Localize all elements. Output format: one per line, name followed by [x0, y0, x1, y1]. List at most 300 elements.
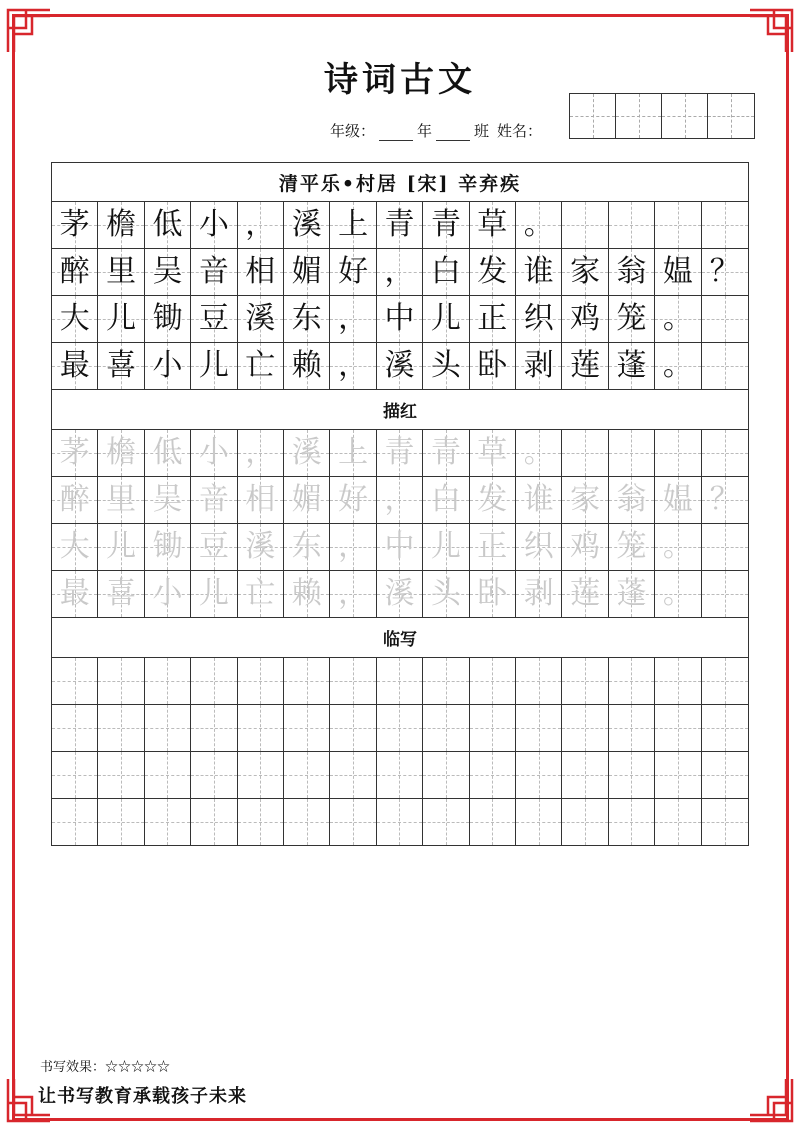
grid-char: 吴 [152, 482, 183, 517]
grid-cell [145, 477, 191, 523]
grid-cell [562, 343, 608, 389]
grid-cell[interactable] [516, 799, 562, 845]
grid-cell [284, 524, 330, 570]
grid-cell [655, 249, 701, 295]
grade-label: 年级： [330, 122, 376, 140]
trace-grid [52, 430, 748, 617]
grid-char: 溪 [245, 301, 276, 336]
grid-cell [191, 202, 237, 248]
grid-cell [330, 477, 376, 523]
grid-cell[interactable] [655, 799, 701, 845]
grid-cell [470, 524, 516, 570]
grid-cell [516, 477, 562, 523]
grid-cell [191, 296, 237, 342]
grid-cell[interactable] [423, 658, 469, 704]
grid-char: 蓬 [616, 348, 647, 383]
name-box[interactable] [662, 94, 708, 138]
grid-cell [238, 249, 284, 295]
grid-cell [330, 343, 376, 389]
grid-cell [145, 249, 191, 295]
rating-stars[interactable]: ☆☆☆☆☆ [105, 1060, 171, 1075]
grid-char: 织 [523, 529, 554, 564]
grid-cell [562, 430, 608, 476]
grid-char: 儿 [198, 576, 229, 611]
grid-char: 溪 [291, 435, 322, 470]
grid-cell [423, 202, 469, 248]
grid-cell [516, 249, 562, 295]
grid-cell [238, 571, 284, 617]
grid-char: 儿 [106, 529, 137, 564]
grid-char: 儿 [198, 348, 229, 383]
grid-cell[interactable] [516, 752, 562, 798]
grid-row [52, 249, 748, 296]
grid-cell[interactable] [702, 658, 748, 704]
grid-cell [516, 571, 562, 617]
grid-char: 喜 [106, 576, 137, 611]
grid-cell[interactable] [191, 705, 237, 751]
grid-char: ， [384, 482, 415, 517]
grid-cell [562, 202, 608, 248]
grid-cell [562, 249, 608, 295]
grid-cell[interactable] [238, 658, 284, 704]
grid-cell [609, 524, 655, 570]
grid-char: 溪 [291, 207, 322, 242]
grid-cell[interactable] [655, 752, 701, 798]
grid-char: 。 [662, 576, 693, 611]
grid-cell [330, 249, 376, 295]
grid-char: 莲 [570, 576, 601, 611]
grid-cell [98, 430, 144, 476]
grid-cell [702, 477, 748, 523]
grid-char: ， [384, 254, 415, 289]
grid-cell [98, 202, 144, 248]
grid-cell [52, 430, 98, 476]
grid-cell[interactable] [52, 705, 98, 751]
grid-cell[interactable] [98, 799, 144, 845]
grid-char: 小 [198, 435, 229, 470]
grid-char: 草 [477, 207, 508, 242]
grid-cell [330, 524, 376, 570]
grid-cell [238, 477, 284, 523]
grid-cell [655, 202, 701, 248]
grid-char: 上 [338, 207, 369, 242]
grid-cell[interactable] [377, 799, 423, 845]
grid-char: 东 [291, 301, 322, 336]
grid-char: 白 [430, 482, 461, 517]
grid-row [52, 477, 748, 524]
grid-cell[interactable] [655, 658, 701, 704]
grid-char: 正 [477, 529, 508, 564]
grid-char: ， [338, 576, 369, 611]
grid-cell [470, 571, 516, 617]
grid-cell[interactable] [702, 705, 748, 751]
grid-char: 。 [662, 529, 693, 564]
grid-row [52, 752, 748, 799]
rating-line [40, 1056, 170, 1075]
grid-cell [609, 571, 655, 617]
grid-char: 音 [198, 482, 229, 517]
grid-char: 音 [198, 254, 229, 289]
grid-char: 笼 [616, 529, 647, 564]
grid-cell [98, 296, 144, 342]
grid-row [52, 296, 748, 343]
grid-char: 翁 [616, 482, 647, 517]
grid-cell[interactable] [702, 799, 748, 845]
grid-cell [145, 343, 191, 389]
copy-section-label: 临写 [52, 617, 748, 658]
grid-char: ， [245, 207, 276, 242]
grid-cell [238, 296, 284, 342]
grid-char: 里 [106, 482, 137, 517]
grid-char: 好 [338, 254, 369, 289]
grid-char: 媪 [662, 254, 693, 289]
grid-cell [423, 477, 469, 523]
grid-char: 鸡 [570, 529, 601, 564]
grid-char: 谁 [523, 254, 554, 289]
grid-cell [377, 296, 423, 342]
grid-cell[interactable] [98, 705, 144, 751]
grid-cell[interactable] [562, 705, 608, 751]
grid-cell [145, 571, 191, 617]
grid-char: 儿 [430, 529, 461, 564]
grid-cell [98, 571, 144, 617]
grid-char: ？ [709, 254, 740, 289]
grid-cell [284, 296, 330, 342]
grid-char: 发 [477, 482, 508, 517]
grid-char: 蓬 [616, 576, 647, 611]
grid-char: 青 [384, 207, 415, 242]
grid-cell [516, 524, 562, 570]
grid-cell[interactable] [516, 658, 562, 704]
grid-cell[interactable] [609, 799, 655, 845]
page-title: 诗词古文 [324, 60, 476, 100]
grid-cell[interactable] [609, 752, 655, 798]
grid-char: 小 [198, 207, 229, 242]
grid-cell[interactable] [145, 799, 191, 845]
grid-cell [470, 477, 516, 523]
grid-char: 赖 [291, 576, 322, 611]
grid-cell[interactable] [377, 752, 423, 798]
grid-cell[interactable] [516, 705, 562, 751]
grid-char: 亡 [245, 576, 276, 611]
grid-char: 锄 [152, 301, 183, 336]
poem-grid [52, 202, 748, 389]
grid-row [52, 571, 748, 617]
grid-cell[interactable] [238, 799, 284, 845]
grid-cell [470, 202, 516, 248]
grid-cell [238, 524, 284, 570]
grid-cell[interactable] [98, 658, 144, 704]
grid-cell [609, 202, 655, 248]
grid-cell [470, 343, 516, 389]
grid-char: 发 [477, 254, 508, 289]
grid-cell [423, 249, 469, 295]
grid-char: 中 [384, 301, 415, 336]
grid-cell [145, 524, 191, 570]
grid-cell [609, 343, 655, 389]
grid-char: 儿 [106, 301, 137, 336]
grid-cell [562, 571, 608, 617]
grid-char: 儿 [430, 301, 461, 336]
grid-cell [284, 571, 330, 617]
grid-cell[interactable] [423, 752, 469, 798]
grid-cell [423, 571, 469, 617]
grid-cell [562, 477, 608, 523]
grid-char: 小 [152, 576, 183, 611]
grid-cell [655, 524, 701, 570]
grid-cell[interactable] [470, 658, 516, 704]
grid-cell [377, 477, 423, 523]
grid-cell[interactable] [562, 658, 608, 704]
grid-cell[interactable] [702, 752, 748, 798]
grid-char: 青 [430, 435, 461, 470]
grid-cell [191, 571, 237, 617]
year-label: 年 [417, 122, 433, 140]
grid-char: 上 [338, 435, 369, 470]
grid-cell[interactable] [423, 799, 469, 845]
grid-cell [609, 249, 655, 295]
grid-char: 翁 [616, 254, 647, 289]
grid-cell [52, 296, 98, 342]
grid-cell [330, 202, 376, 248]
grid-cell [516, 430, 562, 476]
grid-cell [191, 524, 237, 570]
grid-cell[interactable] [470, 752, 516, 798]
class-blank[interactable] [436, 126, 470, 141]
grid-row [52, 705, 748, 752]
grid-cell [702, 571, 748, 617]
grid-cell [191, 477, 237, 523]
grid-cell [702, 343, 748, 389]
grid-cell [145, 430, 191, 476]
grid-char: ， [338, 348, 369, 383]
grid-char: ， [338, 301, 369, 336]
grid-cell [98, 343, 144, 389]
grid-cell [98, 477, 144, 523]
grid-cell[interactable] [98, 752, 144, 798]
grid-cell[interactable] [52, 799, 98, 845]
grid-cell [52, 571, 98, 617]
grid-char: 最 [59, 576, 90, 611]
grid-cell[interactable] [191, 658, 237, 704]
grid-cell[interactable] [655, 705, 701, 751]
student-info-line [330, 120, 542, 141]
grid-cell [191, 430, 237, 476]
grid-char: 大 [59, 529, 90, 564]
grid-cell [562, 296, 608, 342]
grid-cell[interactable] [238, 752, 284, 798]
grid-cell[interactable] [284, 658, 330, 704]
grid-char: 喜 [106, 348, 137, 383]
grid-char: 谁 [523, 482, 554, 517]
grid-char: 大 [59, 301, 90, 336]
grid-cell [330, 430, 376, 476]
grid-char: 家 [570, 254, 601, 289]
grid-cell [52, 343, 98, 389]
grid-char: 亡 [245, 348, 276, 383]
corner-ornament [6, 8, 52, 54]
grid-cell [655, 430, 701, 476]
grid-cell [377, 249, 423, 295]
grid-cell [284, 343, 330, 389]
grid-cell [284, 202, 330, 248]
grid-char: 低 [152, 435, 183, 470]
grid-cell [238, 343, 284, 389]
name-box[interactable] [616, 94, 662, 138]
grid-cell[interactable] [470, 799, 516, 845]
grid-char: 青 [430, 207, 461, 242]
grid-cell [145, 202, 191, 248]
grid-cell [516, 296, 562, 342]
grid-cell[interactable] [330, 752, 376, 798]
grid-char: 青 [384, 435, 415, 470]
grid-cell [655, 343, 701, 389]
grid-cell [52, 249, 98, 295]
grid-char: 檐 [106, 207, 137, 242]
grid-char: 茅 [59, 435, 90, 470]
grid-cell [191, 249, 237, 295]
grid-cell [98, 524, 144, 570]
grid-char: 。 [523, 207, 554, 242]
copy-grid[interactable] [52, 658, 748, 845]
grid-char: 头 [430, 576, 461, 611]
grid-cell[interactable] [52, 752, 98, 798]
grid-cell[interactable] [284, 799, 330, 845]
name-writing-boxes[interactable] [569, 93, 755, 139]
practice-sheet [51, 162, 749, 846]
grid-char: 织 [523, 301, 554, 336]
grid-cell [655, 571, 701, 617]
grid-cell [655, 477, 701, 523]
grid-char: 豆 [198, 301, 229, 336]
grid-char: 卧 [477, 348, 508, 383]
grid-char: 吴 [152, 254, 183, 289]
grid-char: 。 [662, 348, 693, 383]
grid-cell [330, 571, 376, 617]
grid-cell[interactable] [52, 658, 98, 704]
grid-cell[interactable] [377, 705, 423, 751]
grid-cell[interactable] [423, 705, 469, 751]
grid-cell[interactable] [470, 705, 516, 751]
grid-cell[interactable] [330, 658, 376, 704]
grid-cell [284, 430, 330, 476]
grid-cell [562, 524, 608, 570]
grid-cell [377, 571, 423, 617]
grid-char: 相 [245, 254, 276, 289]
grid-row [52, 430, 748, 477]
grid-row [52, 343, 748, 389]
grid-cell[interactable] [145, 658, 191, 704]
grid-cell [609, 296, 655, 342]
grid-cell[interactable] [145, 705, 191, 751]
grid-cell [423, 430, 469, 476]
grid-cell [470, 430, 516, 476]
grid-cell[interactable] [284, 705, 330, 751]
grid-char: 。 [523, 435, 554, 470]
grid-cell [702, 430, 748, 476]
grid-cell[interactable] [609, 658, 655, 704]
grid-cell [98, 249, 144, 295]
grid-char: 中 [384, 529, 415, 564]
grid-cell [377, 430, 423, 476]
grade-blank[interactable] [379, 126, 413, 141]
grid-char: 家 [570, 482, 601, 517]
grid-char: 剥 [523, 576, 554, 611]
grid-cell [470, 296, 516, 342]
grid-row [52, 658, 748, 705]
grid-cell[interactable] [191, 799, 237, 845]
grid-cell [377, 343, 423, 389]
poem-header: 清平乐•村居 [宋] 辛弃疾 [52, 163, 748, 202]
corner-ornament [748, 8, 794, 54]
grid-cell [423, 343, 469, 389]
name-label: 姓名： [497, 122, 543, 140]
grid-char: 媪 [662, 482, 693, 517]
grid-cell[interactable] [330, 705, 376, 751]
grid-char: 里 [106, 254, 137, 289]
grid-cell[interactable] [145, 752, 191, 798]
grid-cell[interactable] [238, 705, 284, 751]
grid-cell [702, 296, 748, 342]
grid-char: 赖 [291, 348, 322, 383]
grid-cell[interactable] [562, 752, 608, 798]
grid-char: ？ [709, 482, 740, 517]
grid-cell [191, 343, 237, 389]
grid-char: 卧 [477, 576, 508, 611]
grid-row [52, 524, 748, 571]
grid-char: 锄 [152, 529, 183, 564]
class-label: 班 [474, 122, 490, 140]
grid-char: 溪 [384, 576, 415, 611]
grid-cell [377, 202, 423, 248]
grid-char: 头 [430, 348, 461, 383]
grid-cell [330, 296, 376, 342]
grid-char: 剥 [523, 348, 554, 383]
grid-char: 笼 [616, 301, 647, 336]
corner-ornament [748, 1077, 794, 1123]
grid-char: 相 [245, 482, 276, 517]
grid-char: 好 [338, 482, 369, 517]
grid-char: 白 [430, 254, 461, 289]
grid-char: 溪 [384, 348, 415, 383]
name-box[interactable] [708, 94, 754, 138]
grid-cell [284, 477, 330, 523]
grid-cell [702, 524, 748, 570]
grid-row [52, 202, 748, 249]
grid-cell [609, 430, 655, 476]
grid-cell[interactable] [562, 799, 608, 845]
grid-cell [423, 296, 469, 342]
trace-section-label: 描红 [52, 389, 748, 430]
grid-char: 茅 [59, 207, 90, 242]
grid-cell[interactable] [191, 752, 237, 798]
grid-char: 草 [477, 435, 508, 470]
grid-cell[interactable] [284, 752, 330, 798]
grid-char: 小 [152, 348, 183, 383]
grid-cell [52, 202, 98, 248]
grid-char: 媚 [291, 482, 322, 517]
grid-cell [238, 202, 284, 248]
grid-char: ， [245, 435, 276, 470]
grid-char: 檐 [106, 435, 137, 470]
grid-cell[interactable] [377, 658, 423, 704]
grid-cell[interactable] [330, 799, 376, 845]
name-box[interactable] [570, 94, 616, 138]
grid-char: 醉 [59, 482, 90, 517]
grid-char: 醉 [59, 254, 90, 289]
grid-cell[interactable] [609, 705, 655, 751]
grid-cell [52, 524, 98, 570]
